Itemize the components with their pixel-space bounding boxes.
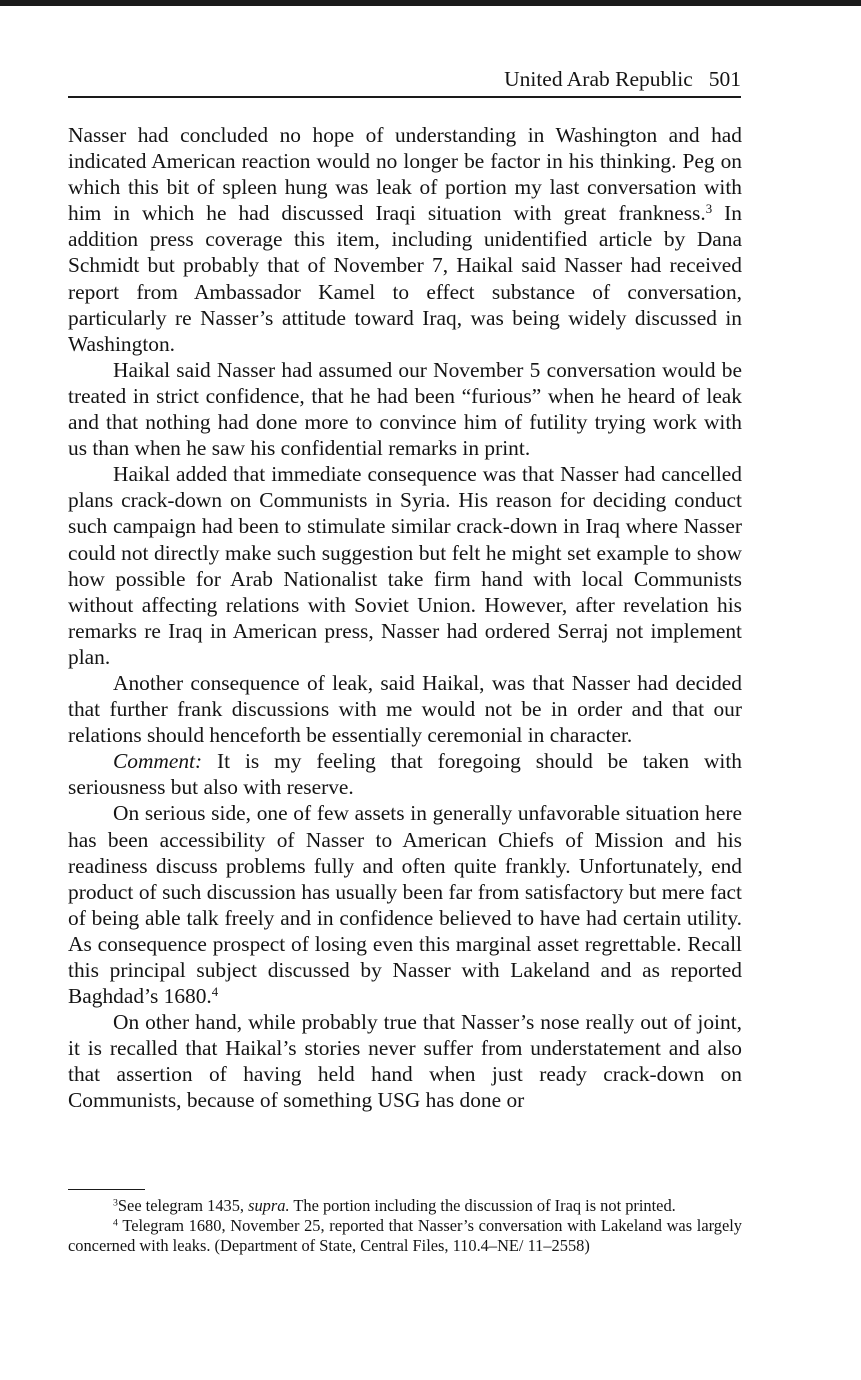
paragraph-7: On other hand, while probably true that Nasser’s nose really out of joint, it is recalled that Haikal’s stories never suffer from understatement and also that assertion of having held hand when just ready crack-down on Communists, because of something USG has done or xyxy=(68,1010,742,1113)
footnote-4 xyxy=(68,1216,742,1256)
paragraph-1-text: Nasser had concluded no hope of understanding in Washington and had indicated American reaction would no longer be factor in his thinking. Peg on which this bit of spleen hung was leak of portion my last conversation with him in which he had discussed Iraqi situation with great frankness. xyxy=(68,123,742,226)
paragraph-6 xyxy=(68,800,742,1009)
paragraph-6-text: On serious side, one of few assets in generally unfavorable situation here has been accessibility of Nasser to American Chiefs of Mission and his readiness discuss problems fully and often quite frankly. Unfortunately, end product of such discussion has usually been far from satisfactory but mere fact of being able talk freely and in confidence believed to have had certain utility. As consequence prospect of losing even this marginal asset regrettable. Recall this principal subject discussed by Nasser with Lakeland and as reported Baghdad’s 1680. xyxy=(68,801,742,1009)
paragraph-3: Haikal added that immediate consequence was that Nasser had cancelled plans crack-down on Communists in Syria. His reason for deciding conduct such campaign had been to stimulate similar crack-down in Iraq where Nasser could not directly make such suggestion but felt he might set example to show how possible for Arab Nationalist take firm hand with local Communists without affecting relations with Soviet Union. However, after revelation his remarks re Iraq in American press, Nasser had ordered Serraj not implement plan. xyxy=(68,462,742,669)
footnote-3-number: 3 xyxy=(113,1197,118,1209)
comment-text: It is my feeling that foregoing should be taken with seriousness but also with reserve. xyxy=(68,749,742,800)
footnote-3-text-cont: The portion including the discussion of Iraq is not printed. xyxy=(289,1196,676,1215)
page-number: 501 xyxy=(708,67,741,91)
paragraph-1 xyxy=(68,122,742,357)
footnotes xyxy=(68,1196,742,1255)
footnote-3-italic: supra. xyxy=(248,1196,290,1215)
footnote-3 xyxy=(68,1196,742,1216)
page-top-edge xyxy=(0,0,861,6)
footnote-4-text: Telegram 1680, November 25, reported that Nasser’s conversation with Lakeland was largely concerned with leaks. (Department of State, Central Files, 110.4–NE/ 11–2558) xyxy=(68,1215,742,1255)
paragraph-4: Another consequence of leak, said Haikal, was that Nasser had decided that further frank discussions with me would not be in order and that our relations should henceforth be essentially ceremonial in character. xyxy=(68,670,742,748)
paragraph-2: Haikal said Nasser had assumed our November 5 conversation would be treated in strict confidence, that he had been “furious” when he heard of leak and that nothing had done more to convince him of futility trying work with us than when he saw his confidential remarks in print. xyxy=(68,357,742,461)
footnote-3-text: See telegram 1435, xyxy=(117,1196,244,1215)
footnote-ref-3: 3 xyxy=(705,202,713,217)
header-title: United Arab Republic xyxy=(504,67,693,91)
footnote-ref-4: 4 xyxy=(211,985,219,1000)
comment-label: Comment: xyxy=(113,749,203,774)
footnote-divider xyxy=(68,1189,145,1190)
document-body xyxy=(68,122,742,1114)
running-header xyxy=(68,62,741,98)
footnote-4-number: 4 xyxy=(113,1217,118,1229)
paragraph-comment xyxy=(68,748,742,800)
paragraph-1-text-cont: In addition press coverage this item, including unidentified article by Dana Schmidt but probably that of November 7, Haikal said Nasser had received report from Ambassador Kamel to effect substance of conversation, particularly re Nasser’s attitude toward Iraq, was being widely discussed in Washington. xyxy=(68,201,742,356)
